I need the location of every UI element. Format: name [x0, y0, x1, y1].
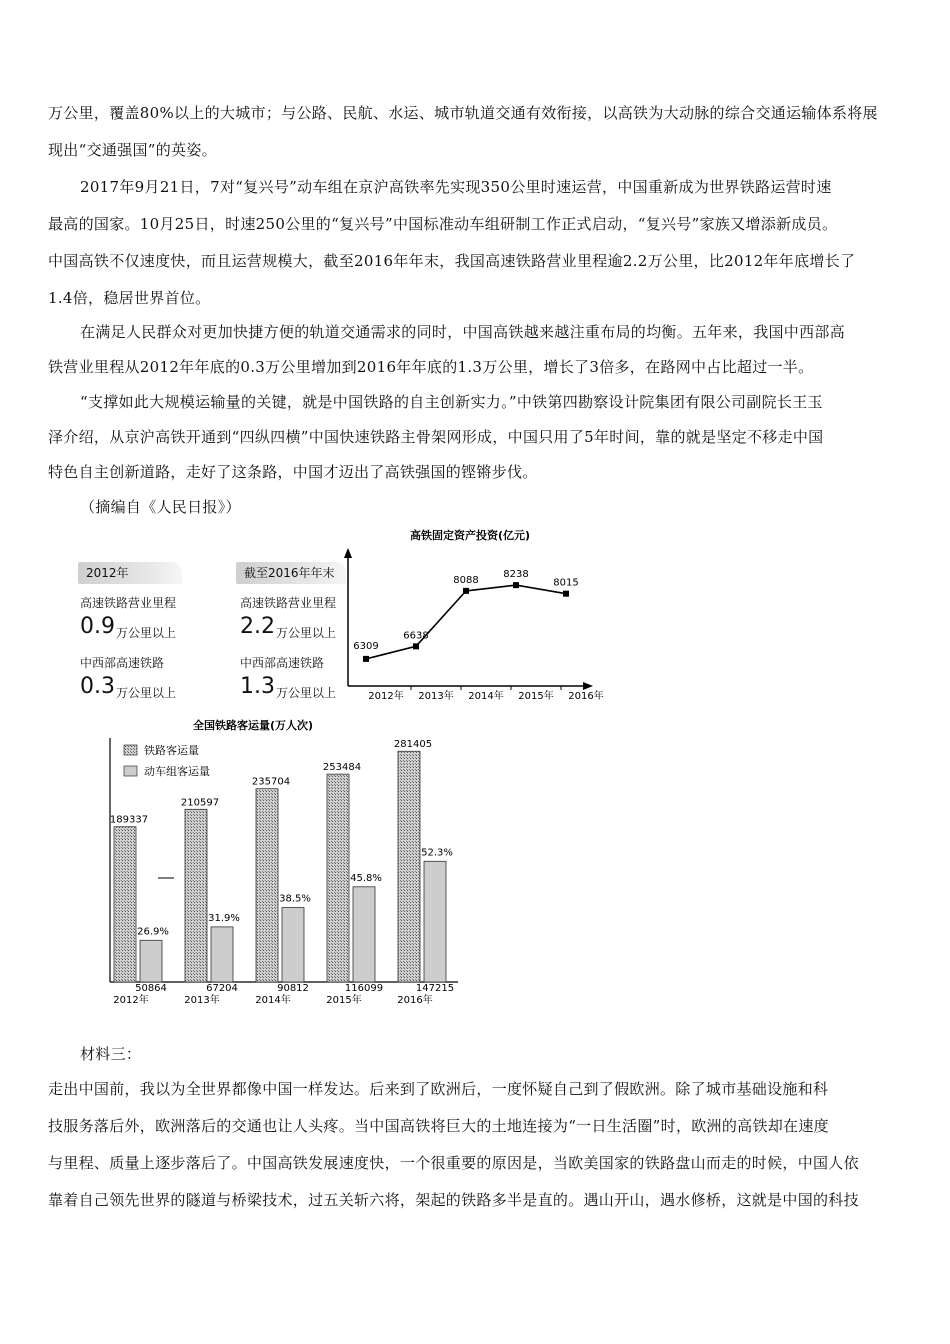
paragraph-line: 1.4倍，稳居世界首位。	[48, 289, 211, 307]
y-axis-arrow	[344, 548, 352, 558]
paragraph-line: 靠着自己领先世界的隧道与桥梁技术，过五关斩六将，架起的铁路多半是直的。遇山开山，遇水修桥，这就是中国的科技	[48, 1191, 859, 1209]
bar-emu-value-label: 50864	[135, 983, 167, 994]
x-tick-label: 2012年	[368, 691, 404, 702]
paragraph-line: 技服务落后外，欧洲落后的交通也让人头疼。当中国高铁将巨大的土地连接为“一日生活圈”时，欧洲的高铁却在速度	[48, 1117, 829, 1135]
x-tick-label: 2015年	[326, 995, 362, 1006]
data-point	[363, 656, 369, 662]
value-hsr-mileage-2012: 0.9	[80, 614, 115, 639]
x-tick-label: 2016年	[397, 995, 433, 1006]
legend-swatch-rail	[124, 745, 137, 755]
paragraph-line: 万公里，覆盖80%以上的大城市；与公路、民航、水运、城市轨道交通有效衔接，以高铁为大动脉的综合交通运输体系将展	[48, 104, 878, 122]
legend-label-rail: 铁路客运量	[144, 744, 199, 757]
data-label: 8015	[553, 577, 579, 589]
paragraph-line: 与里程、质量上逐步落后了。中国高铁发展速度快，一个很重要的原因是，当欧美国家的铁路盘山而走的时候，中国人依	[48, 1154, 859, 1172]
mileage-infobox	[78, 556, 348, 706]
bar-percent-label: 52.3%	[421, 847, 453, 859]
value-midwest-2012: 0.3	[80, 674, 115, 699]
bar-chart-title: 全国铁路客运量(万人次)	[193, 719, 314, 732]
tag-2012: 2012年	[78, 562, 182, 584]
material-heading: 材料三：	[80, 1045, 142, 1063]
label-hsr-mileage-2012: 高速铁路营业里程	[80, 596, 177, 610]
unit-hsr-mileage-2012: 万公里以上	[116, 626, 177, 640]
paragraph-line: 最高的国家。10月25日，时速250公里的“复兴号”中国标准动车组研制工作正式启动，“复兴号”家族又增添新成员。	[48, 215, 838, 233]
bar-percent-label: 45.8%	[350, 872, 382, 884]
paragraph-line: 特色自主创新道路，走好了这条路，中国才迈出了高铁强国的铿锵步伐。	[48, 463, 538, 481]
x-tick-label: 2014年	[468, 691, 504, 702]
x-axis-arrow	[583, 682, 593, 690]
x-tick-label: 2016年	[568, 691, 604, 702]
bar-emu-value-label: 116099	[344, 983, 384, 994]
paragraph-line: “支撑如此大规模运输量的关键，就是中国铁路的自主创新实力。”中铁第四勘察设计院集团有限公司副院长王玉	[80, 393, 823, 411]
x-tick-label: 2014年	[255, 995, 291, 1006]
bar-percent-label: 26.9%	[137, 926, 169, 938]
data-point	[513, 582, 519, 588]
bar-rail	[327, 774, 349, 982]
bar-value-label: 281405	[393, 739, 433, 751]
bar-emu	[211, 927, 233, 982]
paragraph-line: 2017年9月21日，7对“复兴号”动车组在京沪高铁率先实现350公里时速运营，中国重新成为世界铁路运营时速	[80, 178, 832, 196]
bar-percent-label: 31.9%	[208, 912, 240, 924]
label-midwest-2012: 中西部高速铁路	[80, 656, 165, 670]
data-label: 6638	[403, 630, 429, 642]
source-citation: （摘编自《人民日报》）	[80, 498, 241, 516]
bar-emu-value-label: 90812	[277, 983, 309, 994]
value-midwest-2016: 1.3	[240, 674, 275, 699]
label-hsr-mileage-2016: 高速铁路营业里程	[240, 596, 337, 610]
paragraph-line: 在满足人民群众对更加快捷方便的轨道交通需求的同时，中国高铁越来越注重布局的均衡。五年来，我国中西部高	[80, 323, 846, 341]
data-point	[463, 588, 469, 594]
data-label: 6309	[353, 640, 379, 652]
legend-swatch-emu	[124, 766, 137, 776]
unit-midwest-2012: 万公里以上	[116, 686, 177, 700]
investment-line	[366, 585, 566, 659]
bar-rail	[398, 751, 420, 982]
bar-emu	[353, 887, 375, 982]
bar-value-label: 235704	[251, 776, 291, 788]
data-label: 8238	[503, 569, 529, 581]
paragraph-line: 现出“交通强国”的英姿。	[48, 141, 217, 159]
decorative-mark	[170, 862, 180, 884]
paragraph-line: 泽介绍，从京沪高铁开通到“四纵四横”中国快速铁路主骨架网形成，中国只用了5年时间，靠的就是坚定不移走中国	[48, 428, 824, 446]
x-tick-label: 2015年	[518, 691, 554, 702]
data-label: 8088	[453, 574, 479, 586]
paragraph-line: 走出中国前，我以为全世界都像中国一样发达。后来到了欧洲后，一度怀疑自己到了假欧洲。除了城市基础设施和科	[48, 1080, 829, 1098]
unit-midwest-2016: 万公里以上	[276, 686, 337, 700]
line-chart-title: 高铁固定资产投资(亿元)	[409, 529, 531, 542]
x-tick-label: 2012年	[113, 995, 149, 1006]
data-point	[413, 643, 419, 649]
data-point	[563, 591, 569, 597]
label-midwest-2016: 中西部高速铁路	[240, 656, 325, 670]
bar-emu-value-label: 67204	[206, 983, 238, 994]
bar-rail	[256, 789, 278, 982]
bar-percent-label: 38.5%	[279, 893, 311, 905]
bar-value-label: 210597	[180, 797, 220, 809]
x-tick-label: 2013年	[184, 995, 220, 1006]
paragraph-line: 中国高铁不仅速度快，而且运营规模大，截至2016年年末，我国高速铁路营业里程逾2.2万公里，比2012年年底增长了	[48, 252, 856, 270]
bar-emu	[140, 940, 162, 982]
tag-2016: 截至2016年年末	[236, 562, 346, 584]
bar-emu-value-label: 147215	[415, 983, 455, 994]
bar-emu	[424, 861, 446, 982]
bar-value-label: 253484	[322, 762, 362, 774]
bar-rail	[114, 827, 136, 982]
value-hsr-mileage-2016: 2.2	[240, 614, 275, 639]
bar-emu	[282, 908, 304, 982]
x-tick-label: 2013年	[418, 691, 454, 702]
bar-value-label: 189337	[109, 814, 149, 826]
passenger-bar-chart	[98, 716, 468, 1012]
investment-line-chart	[340, 526, 604, 706]
paragraph-line: 铁营业里程从2012年年底的0.3万公里增加到2016年年底的1.3万公里，增长了3倍多，在路网中占比超过一半。	[48, 358, 814, 376]
bar-rail	[185, 809, 207, 982]
legend-label-emu: 动车组客运量	[144, 765, 210, 778]
unit-hsr-mileage-2016: 万公里以上	[276, 626, 337, 640]
